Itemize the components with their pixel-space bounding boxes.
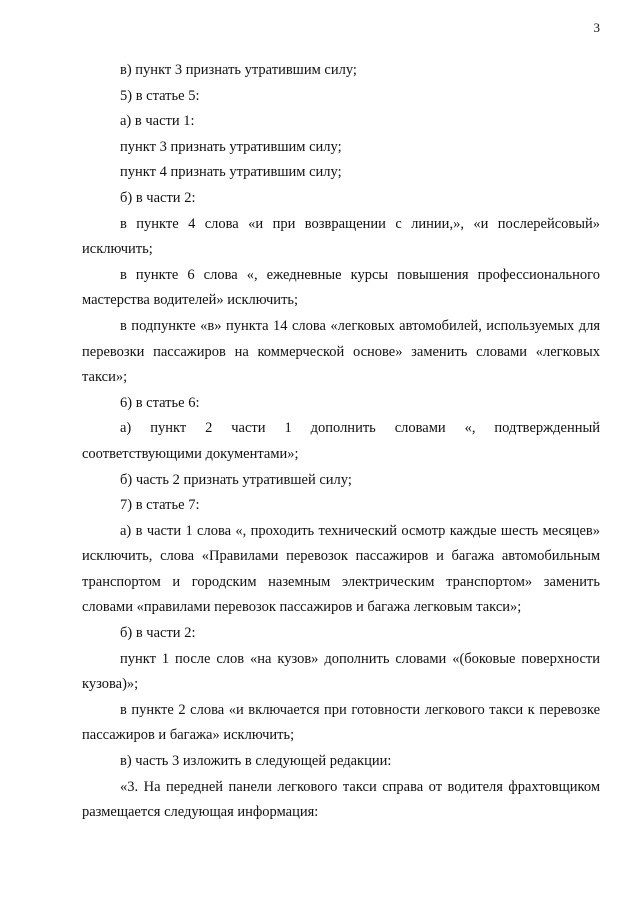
- paragraph-punkt-4-slova: в пункте 4 слова «и при возвращении с линии,», «и послерейсовый» исключить;: [82, 215, 600, 258]
- paragraph-v-chast-3: в) часть 3 изложить в следующей редакции:: [120, 753, 392, 770]
- paragraph-a-punkt-2: а) пункт 2 части 1 дополнить словами «, подтвержденный соответствующими документами»;: [82, 420, 600, 462]
- paragraph-statya-5: 5) в статье 5:: [120, 87, 200, 104]
- paragraph-punkt-4: пункт 4 признать утратившим силу;: [120, 164, 342, 181]
- paragraph-podpunkt-v: в подпункте «в» пункта 14 слова «легковых автомобилей, используемых для перевозки пассажиров на коммерческой основе» заменить словами «легковых такси»;: [82, 317, 600, 386]
- paragraph-statya-6: 6) в статье 6:: [120, 394, 200, 411]
- paragraph-v-punkt-3: в) пункт 3 признать утратившим силу;: [120, 62, 357, 78]
- paragraph-b-chast-2-utrativshey: б) часть 2 признать утратившей силу;: [120, 471, 352, 488]
- paragraph-b-chast-2: б) в части 2:: [120, 189, 196, 206]
- paragraph-b-v-chasti-2: б) в части 2:: [120, 625, 196, 642]
- paragraph-a-chast-1: а) в части 1:: [120, 113, 195, 130]
- paragraph-punkt-3: пункт 3 признать утратившим силу;: [120, 138, 342, 155]
- document-body: [82, 58, 600, 826]
- paragraph-punkt-6-slova: в пункте 6 слова «, ежедневные курсы повышения профессионального мастерства водителей» исключить;: [82, 266, 600, 309]
- paragraph-a-chast-1-slova: а) в части 1 слова «, проходить технический осмотр каждые шесть месяцев» исключить, слова «Правилами перевозок пассажиров и багажа автомобильным транспортом и городским наземным электрическим транспортом» заменить словами «правилами перевозок пассажиров и багажа легковым такси»;: [82, 522, 600, 616]
- paragraph-quote-3: «3. На передней панели легкового такси справа от водителя фрахтовщиком размещается следующая информация:: [82, 778, 600, 821]
- paragraph-statya-7: 7) в статье 7:: [120, 497, 200, 514]
- paragraph-punkt-2-slova: в пункте 2 слова «и включается при готовности легкового такси к перевозке пассажиров и багажа» исключить;: [82, 701, 600, 744]
- paragraph-punkt-1-kuzov: пункт 1 после слов «на кузов» дополнить словами «(боковые поверхности кузова)»;: [82, 650, 600, 693]
- page-number: 3: [593, 20, 600, 35]
